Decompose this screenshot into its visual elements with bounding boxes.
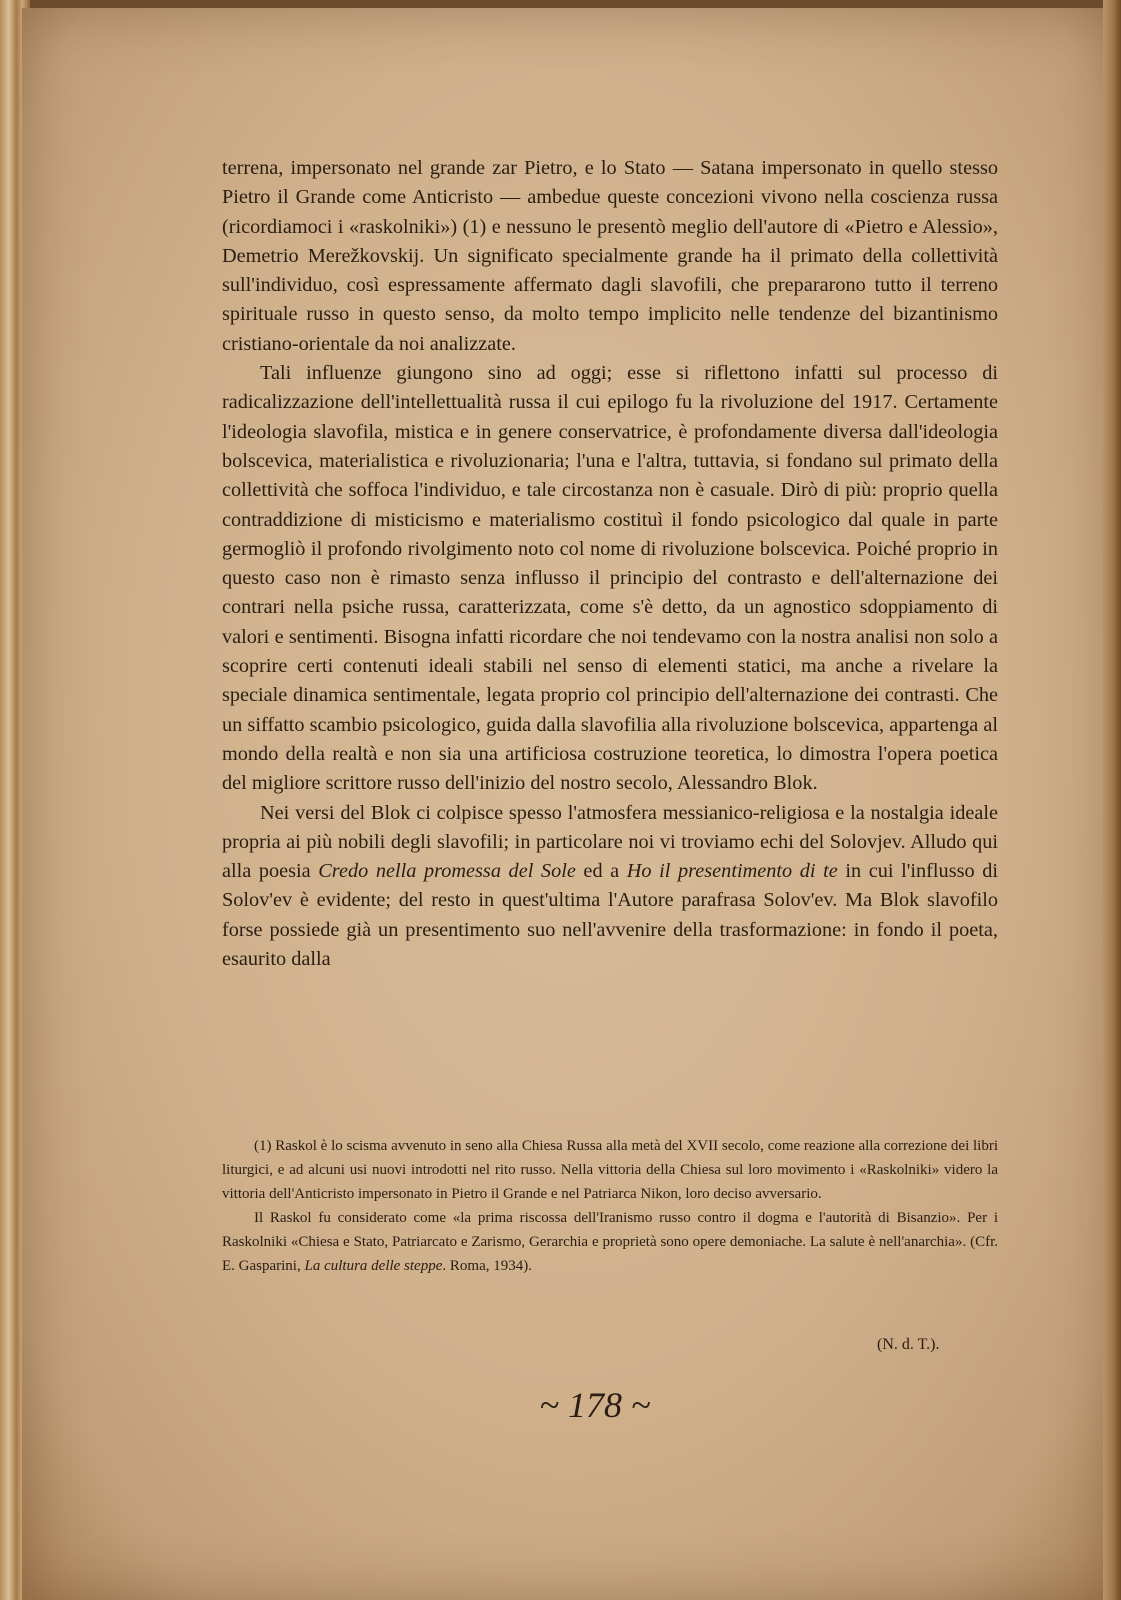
footnote-2-text-b: . Roma, 1934). xyxy=(442,1258,532,1274)
paragraph-3-text-a: Nei versi del Blok ci colpisce spesso l'atmosfera messianico-religiosa e la nostalgia ideale propria ai più nobili degli slavofili; in particolare noi vi troviamo echi del Solovjev. Alludo qui alla poesia xyxy=(222,801,998,883)
footnotes xyxy=(222,1134,998,1278)
cited-book-title: La cultura delle steppe xyxy=(304,1258,443,1274)
page-right-edge xyxy=(1103,0,1121,1600)
poem-title-2: Ho il presentimento di te xyxy=(626,860,838,883)
page-number: ~ 178 ~ xyxy=(539,1385,651,1425)
paragraph-2: Tali influenze giungono sino ad oggi; esse si riflettono infatti sul processo di radicalizzazione dell'intellettualità russa il cui epilogo fu la rivoluzione del 1917. Certamente l'ideologia slavofila, mistica e in genere conservatrice, è profondamente diversa dall'ideologia bolscevica, materialistica e rivoluzionaria; l'una e l'altra, tuttavia, si fondano sul primato della collettività che soffoca l'individuo, e tale circostanza non è casuale. Dirò di più: proprio quella contraddizione di misticismo e materialismo costituì il fondo psicologico dal quale in parte germogliò il profondo rivolgimento noto col nome di rivoluzione bolscevica. Poiché proprio in questo caso non è rimasto senza influsso il principio del contrasto e dell'alternazione dei contrari nella psiche russa, caratterizzata, come s'è detto, da un agnostico sdoppiamento di valori e sentimenti. Bisogna infatti ricordare che noi tendevamo con la nostra analisi non solo a scoprire certi contenuti ideali stabili nel senso di elementi statici, ma anche a rivelare la speciale dinamica sentimentale, legata proprio col principio dell'alternazione dei contrasti. Che un siffatto scambio psicologico, guida dalla slavofilia alla rivoluzione bolscevica, appartenga al mondo della realtà e non sia una artificiosa costruzione teoretica, lo dimostra l'opera poetica del migliore scrittore russo dell'inizio del nostro secolo, Alessandro Blok. xyxy=(222,362,998,795)
footnote-2-text-a: Il Raskol fu considerato come «la prima riscossa dell'Iranismo russo contro il dogma e l'autorità di Bisanzio». Per i Raskolniki «Chiesa e Stato, Patriarcato e Zarismo, Gerarchia e proprietà sono opere demoniache. La salute è nell'anarchia». (Cfr. E. Gasparini, xyxy=(222,1210,998,1274)
footnote-2 xyxy=(222,1206,998,1278)
paragraph-3-text-b: ed a xyxy=(575,860,627,883)
poem-title-1: Credo nella promessa del Sole xyxy=(318,860,576,883)
footnote-1: (1) Raskol è lo scisma avvenuto in seno alla Chiesa Russa alla metà del XVII secolo, come reazione alla correzione dei libri liturgici, e ad alcuni usi nuovi introdotti nel rito russo. Nella vittoria della Chiesa sul loro movimento i «Raskolniki» videro la vittoria dell'Anticristo impersonato in Pietro il Grande e nel Patriarca Nikon, loro deciso avversario. xyxy=(222,1138,998,1202)
paragraph-3 xyxy=(222,799,998,975)
translator-note-signature: (N. d. T.). xyxy=(877,1336,940,1353)
paragraph-1: terrena, impersonato nel grande zar Pietro, e lo Stato — Satana impersonato in quello stesso Pietro il Grande come Anticristo — ambedue queste concezioni vivono nella coscienza russa (ricordiamoci i «raskolniki») (1) e nessuno le presentò meglio dell'autore di «Pietro e Alessio», Demetrio Merežkovskij. Un significato specialmente grande ha il primato della collettività sull'individuo, così espressamente affermato dagli slavofili, che prepararono tutto il terreno spirituale russo in questo senso, da molto tempo implicito nelle tendenze del bizantinismo cristiano-orientale da noi analizzate. xyxy=(222,157,998,355)
main-text xyxy=(222,154,998,974)
paragraph-3-text-c: in cui l'influsso di Solov'ev è evidente; del resto in quest'ultima l'Autore parafrasa Solov'ev. Ma Blok slavofilo forse possiede già un presentimento suo nell'avvenire della trasformazione: in fondo il poeta, esaurito dalla xyxy=(222,860,998,971)
